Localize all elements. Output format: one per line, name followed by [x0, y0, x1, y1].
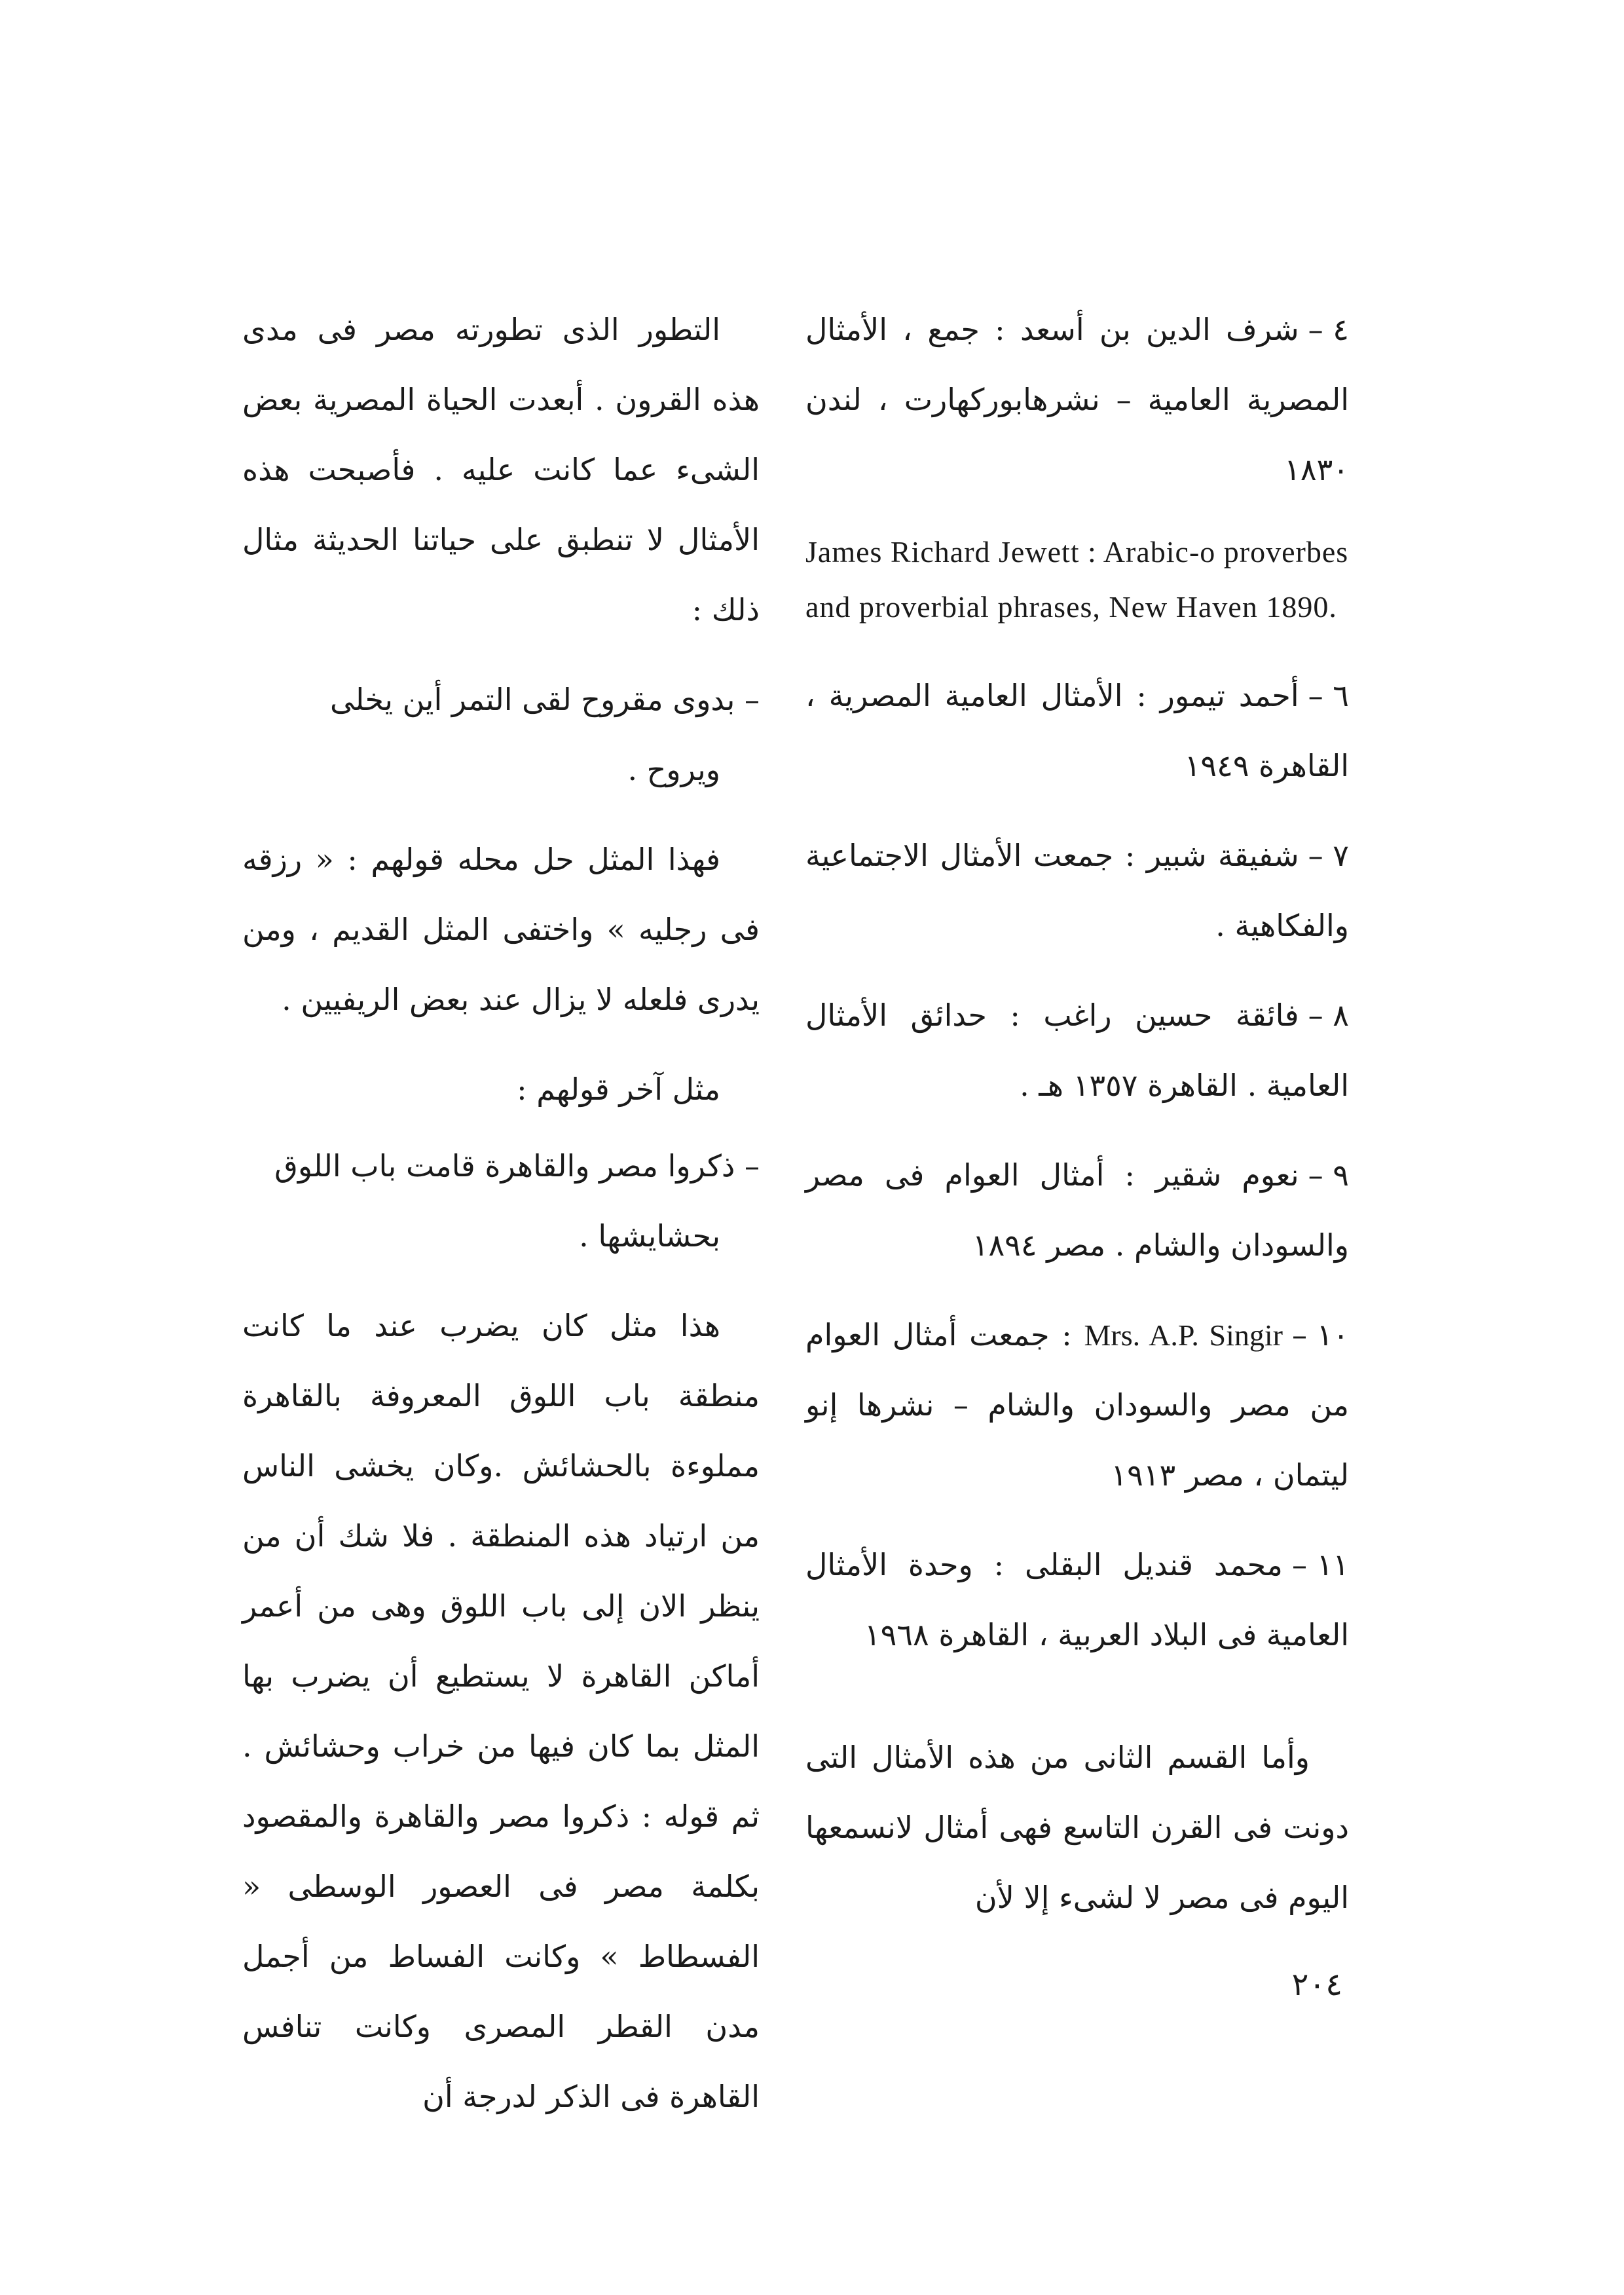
- reference-entry-6: [805, 661, 1349, 801]
- entry-text: شفيقة شبير : جمعت الأمثال الاجتماعية والفكاهية .: [805, 838, 1349, 943]
- reference-entry-7: [805, 821, 1349, 961]
- reference-entry-8: [805, 980, 1349, 1121]
- entry-text: : جمعت أمثال العوام من مصر والسودان والشام – نشرها إنو ليتمان ، مصر ١٩١٣: [805, 1317, 1349, 1493]
- paragraph-1: التطور الذى تطورته مصر فى مدى هذه القرون . أبعدت الحياة المصرية بعض الشىء عما كانت عليه . فأصبحت هذه الأمثال لا تنطبق على حياتنا الحديثة مثال ذلك :: [242, 312, 760, 627]
- proverb-2-continuation: بحشايشها .: [579, 1218, 720, 1254]
- entry-text: شرف الدين بن أسعد : جمع ، الأمثال المصرية العامية – نشرهابوركهارت ، لندن ١٨٣٠: [805, 312, 1349, 487]
- english-reference: James Richard Jewett : Arabic-o proverbes and proverbial phrases, New Haven 1890.: [805, 535, 1349, 624]
- entry-text: أحمد تيمور : الأمثال العامية المصرية ، القاهرة ١٩٤٩: [805, 678, 1349, 783]
- right-column: [805, 295, 1349, 1952]
- spacer: [805, 1690, 1349, 1723]
- entry-latin-name: Mrs. A.P. Singir: [1084, 1318, 1283, 1352]
- paragraph-3: هذا مثل كان يضرب عند ما كانت منطقة باب اللوق المعروفة بالقاهرة مملوءة بالحشائش .وكان يخشى الناس من ارتياد هذه المنطقة . فلا شك أن من ينظر الان إلى باب اللوق وهى من أعمر أماكن القاهرة لا يستطيع أن يضرب بها المثل بما كان فيها من خراب وحشائش . ثم قوله : ذكروا مصر والقاهرة والمقصود بكلمة مصر فى العصور الوسطى « الفسطاط » وكانت الفساط من أجمل مدن القطر المصرى وكانت تنافس القاهرة فى الذكر لدرجة أن: [242, 1308, 760, 2114]
- reference-entry-10: [805, 1300, 1349, 1510]
- proverb-2: – ذكروا مصر والقاهرة قامت باب اللوق: [274, 1148, 760, 1184]
- entry-text: نعوم شقير : أمثال العوام فى مصر والسودان والشام . مصر ١٨٩٤: [805, 1157, 1349, 1263]
- entry-number: ١١ –: [1291, 1547, 1349, 1582]
- entry-number: ١٠ –: [1291, 1317, 1349, 1353]
- entry-number: ٩ –: [1308, 1157, 1349, 1193]
- intro-line: مثل آخر قولهم :: [517, 1072, 720, 1107]
- entry-number: ٨ –: [1308, 998, 1349, 1033]
- paragraph-2: فهذا المثل حل محله قولهم : « رزقه فى رجليه » واختفى المثل القديم ، ومن يدرى فلعله لا يزال عند بعض الريفيين .: [242, 842, 760, 1017]
- entry-number: ٧ –: [1308, 838, 1349, 873]
- entry-number: ٤ –: [1308, 312, 1349, 347]
- entry-number: ٦ –: [1308, 678, 1349, 713]
- left-column: [242, 295, 760, 2152]
- entry-text: محمد قنديل البقلى : وحدة الأمثال العامية فى البلاد العربية ، القاهرة ١٩٦٨: [805, 1547, 1349, 1652]
- proverb-1: – بدوى مقروح لقى التمر أين يخلى: [329, 682, 760, 717]
- closing-paragraph: وأما القسم الثانى من هذه الأمثال التى دونت فى القرن التاسع فهى أمثال لانسمعها اليوم فى مصر لا لشىء إلا لأن: [805, 1740, 1349, 1915]
- page-number: ٢٠٤: [1291, 1966, 1342, 2003]
- entry-text: فائقة حسين راغب : حدائق الأمثال العامية . القاهرة ١٣٥٧ هـ .: [805, 998, 1349, 1103]
- reference-entry-4: [805, 295, 1349, 505]
- reference-entry-11: [805, 1530, 1349, 1670]
- proverb-1-continuation: ويروح .: [627, 752, 720, 787]
- reference-entry-9: [805, 1140, 1349, 1280]
